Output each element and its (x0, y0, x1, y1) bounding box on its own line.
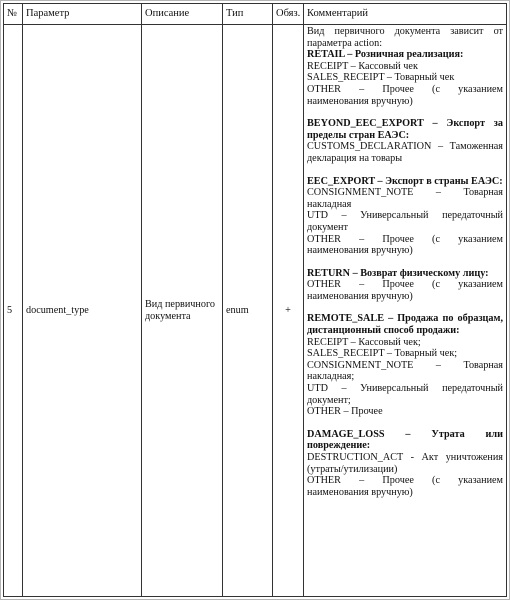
group-line: OTHER – Прочее (с указанием наименования вручную) (307, 475, 503, 498)
cell-comment (304, 25, 507, 597)
header-type: Тип (223, 4, 273, 25)
group-line: UTD – Универсальный передаточный документ; (307, 383, 503, 406)
cell-desc: Вид первичного документа (142, 25, 223, 597)
header-comment: Комментарий (304, 4, 507, 25)
group-line: UTD – Универсальный передаточный документ (307, 210, 503, 233)
group-line: CONSIGNMENT_NOTE – Товарная накладная; (307, 359, 503, 383)
group-line: OTHER – Прочее (с указанием наименования вручную) (307, 83, 503, 107)
group-title: DAMAGE_LOSS – Утрата или повреждение: (307, 428, 503, 452)
group-title: RETAIL – Розничная реализация: (307, 49, 464, 61)
group-line: RECEIPT – Кассовый чек (307, 60, 418, 72)
cell-req: + (273, 25, 304, 597)
header-req: Обяз. (273, 4, 304, 25)
cell-type: enum (223, 25, 273, 597)
header-param: Параметр (23, 4, 142, 25)
group-line: DESTRUCTION_ACT - Акт уничтожения (утраты/утилизации) (307, 452, 503, 475)
group-line: CONSIGNMENT_NOTE – Товарная накладная (307, 187, 503, 210)
group-line: OTHER – Прочее (307, 406, 383, 418)
table-header-row (4, 4, 507, 25)
group-line: RECEIPT – Кассовый чек; (307, 336, 421, 348)
group-title: REMOTE_SALE – Продажа по образцам, дистанционный способ продажи: (307, 313, 503, 337)
group-line: SALES_RECEIPT – Товарный чек (307, 72, 455, 84)
group-line: SALES_RECEIPT – Товарный чек; (307, 348, 458, 360)
table-row (4, 25, 507, 597)
header-num: № (4, 4, 23, 25)
cell-param: document_type (23, 25, 142, 597)
comment-intro: Вид первичного документа зависит от параметра action: (307, 26, 503, 49)
group-title: BEYOND_EEC_EXPORT – Экспорт за пределы стран ЕАЭС: (307, 118, 503, 141)
group-line: OTHER – Прочее (с указанием наименования вручную) (307, 233, 503, 257)
group-title: RETURN – Возврат физическому лицу: (307, 267, 489, 279)
header-desc: Описание (142, 4, 223, 25)
group-line: OTHER – Прочее (с указанием наименования вручную) (307, 279, 503, 302)
group-line: CUSTOMS_DECLARATION – Таможенная декларация на товары (307, 141, 503, 164)
cell-num: 5 (4, 25, 23, 597)
parameter-table (3, 3, 507, 597)
group-title: EEC_EXPORT – Экспорт в страны ЕАЭС: (307, 175, 503, 187)
